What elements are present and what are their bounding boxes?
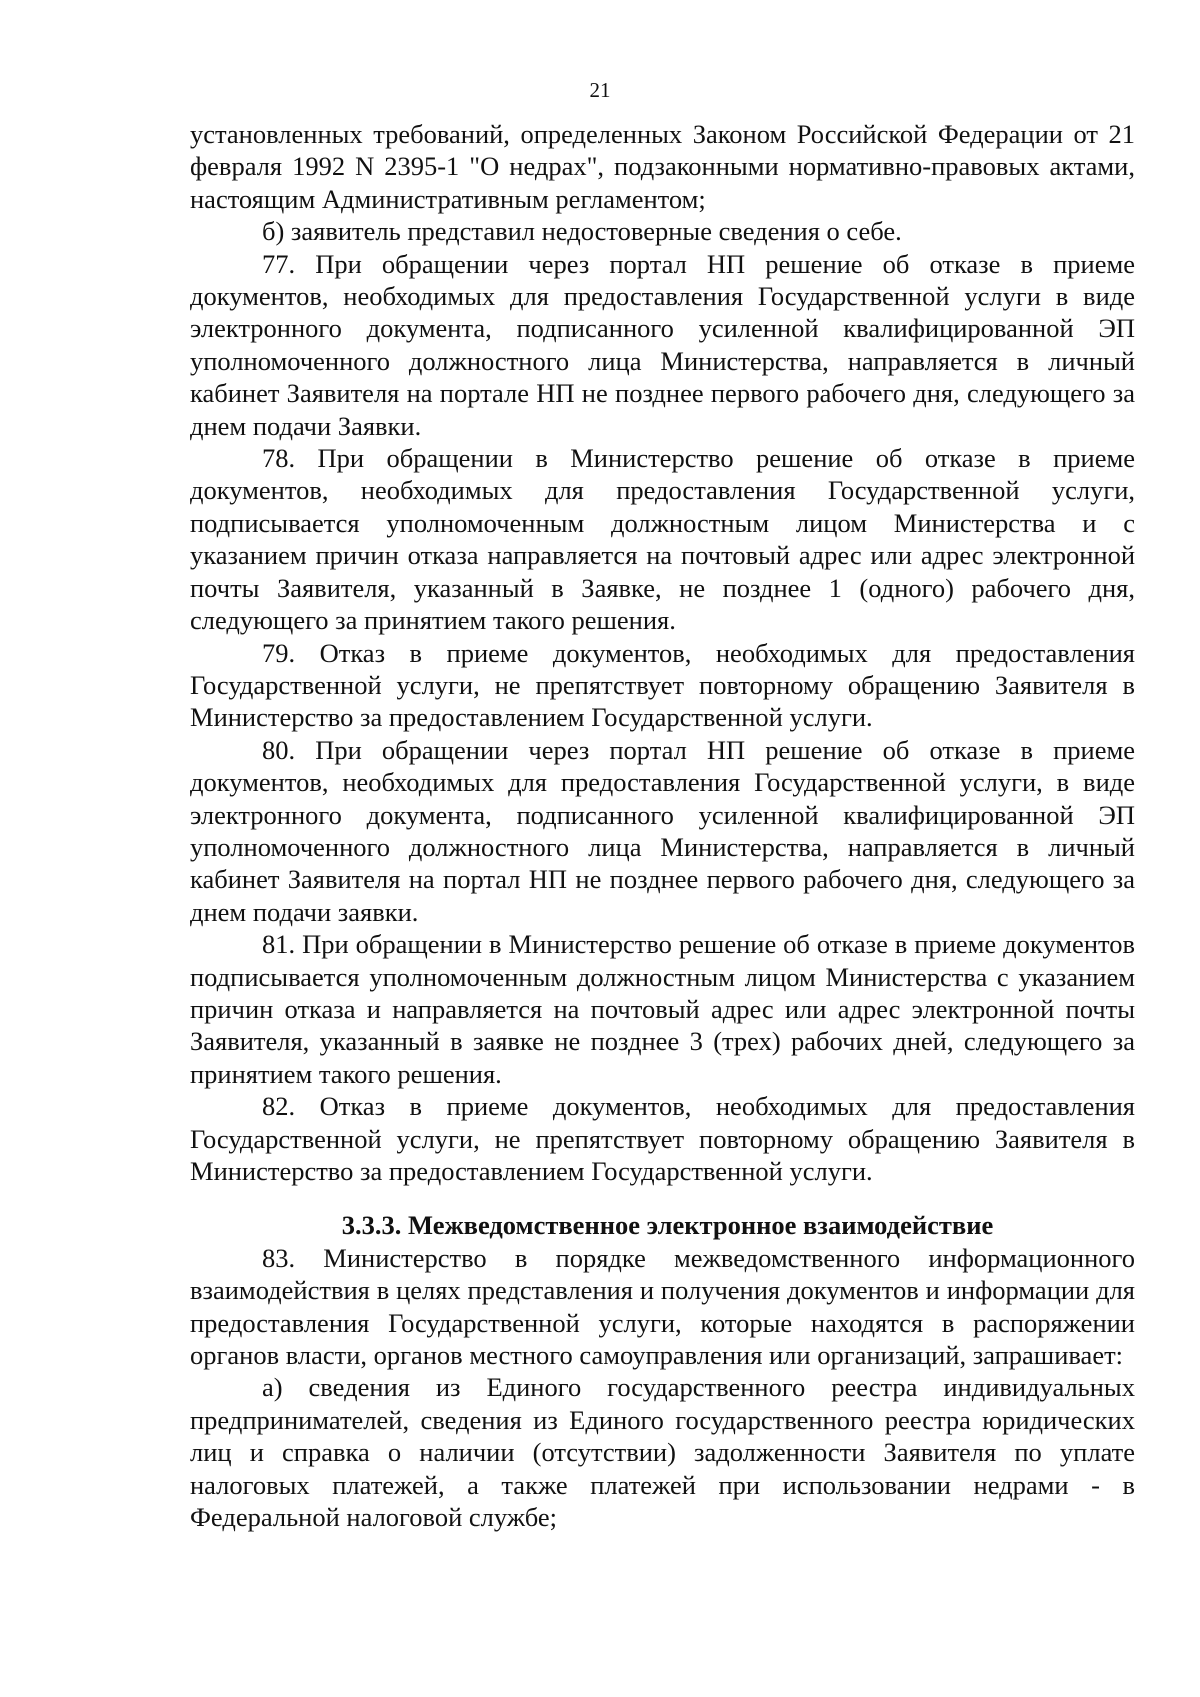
paragraph-79: 79. Отказ в приеме документов, необходимых для предоставления Государственной услуги, не препятствует повторному обращению Заявителя в Министерство за предоставлением Государственной услуги. [190, 637, 1135, 733]
paragraph-82: 82. Отказ в приеме документов, необходимых для предоставления Государственной услуги, не препятствует повторному обращению Заявителя в Министерство за предоставлением Государственной услуги. [190, 1091, 1135, 1186]
paragraph-77: 77. При обращении через портал НП решение об отказе в приеме документов, необходимых для предоставления Государственной услуги в виде электронного документа, подписанного усиленной квалифицированной ЭП уполномоченного должностного лица Министерства, направляется в личный кабинет Заявителя на портале НП не позднее первого рабочего дня, следующего за днем подачи Заявки. [190, 248, 1135, 441]
document-body [190, 118, 1135, 1533]
paragraph-78: 78. При обращении в Министерство решение об отказе в приеме документов, необходимых для предоставления Государственной услуги, подписывается уполномоченным должностным лицом Министерства и с указанием причин отказа направляется на почтовый адрес или адрес электронной почты Заявителя, указанный в Заявке, не позднее 1 (одного) рабочего дня, следующего за принятием такого решения. [190, 443, 1135, 636]
paragraph-item-a: а) сведения из Единого государственного реестра индивидуальных предпринимателей, сведения из Единого государственного реестра юридических лиц и справка о наличии (отсутствии) задолженности Заявителя по уплате налоговых платежей, а также платежей при использовании недрами - в Федеральной налоговой службе; [190, 1372, 1135, 1533]
paragraph-81: 81. При обращении в Министерство решение об отказе в приеме документов подписывается уполномоченным должностным лицом Министерства с указанием причин отказа и направляется на почтовый адрес или адрес электронной почты Заявителя, указанный в заявке не позднее 3 (трех) рабочих дней, следующего за принятием такого решения. [190, 929, 1135, 1089]
paragraph-continuation: установленных требований, определенных Законом Российской Федерации от 21 февраля 1992 N 2395-1 "О недрах", подзаконными нормативно-правовых актами, настоящим Административным регламентом; [190, 119, 1135, 214]
page-number: 21 [589, 78, 611, 102]
paragraph-83: 83. Министерство в порядке межведомственного информационного взаимодействия в целях представления и получения документов и информации для предоставления Государственной услуги, которые находятся в распоряжении органов власти, органов местного самоуправления или организаций, запрашивает: [190, 1242, 1135, 1371]
paragraph-80: 80. При обращении через портал НП решение об отказе в приеме документов, необходимых для предоставления Государственной услуги, в виде электронного документа, подписанного усиленной квалифицированной ЭП уполномоченного должностного лица Министерства, направляется в личный кабинет Заявителя на портал НП не позднее первого рабочего дня, следующего за днем подачи заявки. [190, 734, 1135, 927]
paragraph-item-b: б) заявитель представил недостоверные сведения о себе. [262, 216, 902, 247]
section-heading: 3.3.3. Межведомственное электронное взаимодействие [341, 1210, 994, 1241]
